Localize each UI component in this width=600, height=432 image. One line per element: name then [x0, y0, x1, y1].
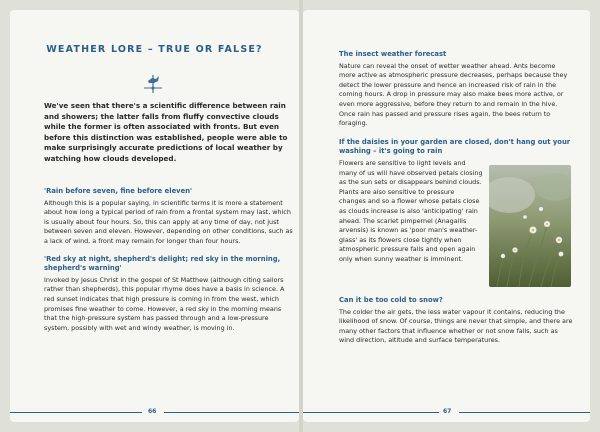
section-heading: Can it be too cold to snow? [339, 295, 443, 304]
right-page [303, 10, 590, 422]
footer-rule [459, 412, 590, 413]
page-title: WEATHER LORE – TRUE OR FALSE? [46, 44, 263, 55]
section-body: Although this is a popular saying, in scientific terms it is more a statement about how long a typical period of rain from a frontal system may last, which is usually about four hours. So, this can apply at any time of day, not just between seven and eleven. However, depending on other conditions, such as a lack of wind, a front may remain for longer than four hours. [44, 198, 293, 245]
footer-rule [164, 412, 299, 413]
intro-paragraph: We've seen that there's a scientific difference between rain and showers; the latter falls from fluffy convective clouds while the former is often associated with fronts. But even before this distinction was established, people were able to make surprisingly accurate predictions of local weather by watching how clouds developed. [44, 101, 288, 163]
section-heading: The insect weather forecast [339, 50, 447, 58]
weathervane-icon [140, 72, 166, 94]
section-body: Flowers are sensitive to light levels and many of us will have observed petals closing as the sun sets or disappears behind clouds. Plants are also sensitive to pressure changes and so a flower whose petals close as clouds increase is also 'anticipating' rain ahead. The scarlet pimpernel (Anagallis arvensis) is known as 'poor man's weather-glass' as its flowers close tightly when atmospheric pressure falls and open again only when sunny weather is imminent. [339, 158, 483, 263]
section-body: Invoked by Jesus Christ in the gospel of St Matthew (although citing sailors rather than shepherds), this popular rhyme does have a basis in science. A red sunset indicates that high pressure is coming in from the west, which promises fine weather to come. However, a red sky in the morning means that the high-pressure system has passed through and a low-pressure system, possibly with wet and windy weather, is moving in. [44, 275, 285, 332]
left-body [44, 187, 294, 333]
section-heading: 'Red sky at night, shepherd's delight; red sky in the morning, shepherd's warning' [44, 254, 281, 273]
daisies-photo [489, 165, 571, 287]
section-body: The colder the air gets, the less water vapour it contains, reducing the likelihood of snow. Of course, things are never that simple, and there are many other factors that influence whether or not snow falls, such as wind direction, altitude and surface temperatures. [339, 307, 573, 345]
left-page [10, 10, 299, 422]
section-body: Nature can reveal the onset of wetter weather ahead. Ants become more active as atmospheric pressure decreases, perhaps because they detect the lower pressure and hence an increased risk of rain in the coming hours. A drop in pressure may also make bees more active, or even more aggressive, before they return to and remain in the hive. Once rain has passed and pressure rises again, the bees return to foraging. [339, 61, 568, 128]
right-body [339, 50, 573, 346]
daisies-photo-image [489, 165, 571, 287]
section-heading: 'Rain before seven, fine before eleven' [44, 187, 193, 195]
page-number: 67 [443, 408, 452, 415]
section-too-cold-to-snow [339, 296, 573, 346]
section-heading: If the daisies in your garden are closed, don't hang out your washing – it's going to rain [339, 137, 571, 156]
section-insect-forecast [339, 50, 573, 129]
footer-rule [303, 412, 439, 413]
page-number: 66 [148, 408, 157, 415]
left-footer [10, 408, 299, 422]
right-footer [303, 408, 590, 422]
section-daisies [339, 138, 573, 287]
section-daisies-content [339, 159, 573, 287]
footer-rule [10, 412, 142, 413]
section-red-sky [44, 255, 294, 334]
section-rain-before-seven [44, 187, 294, 247]
